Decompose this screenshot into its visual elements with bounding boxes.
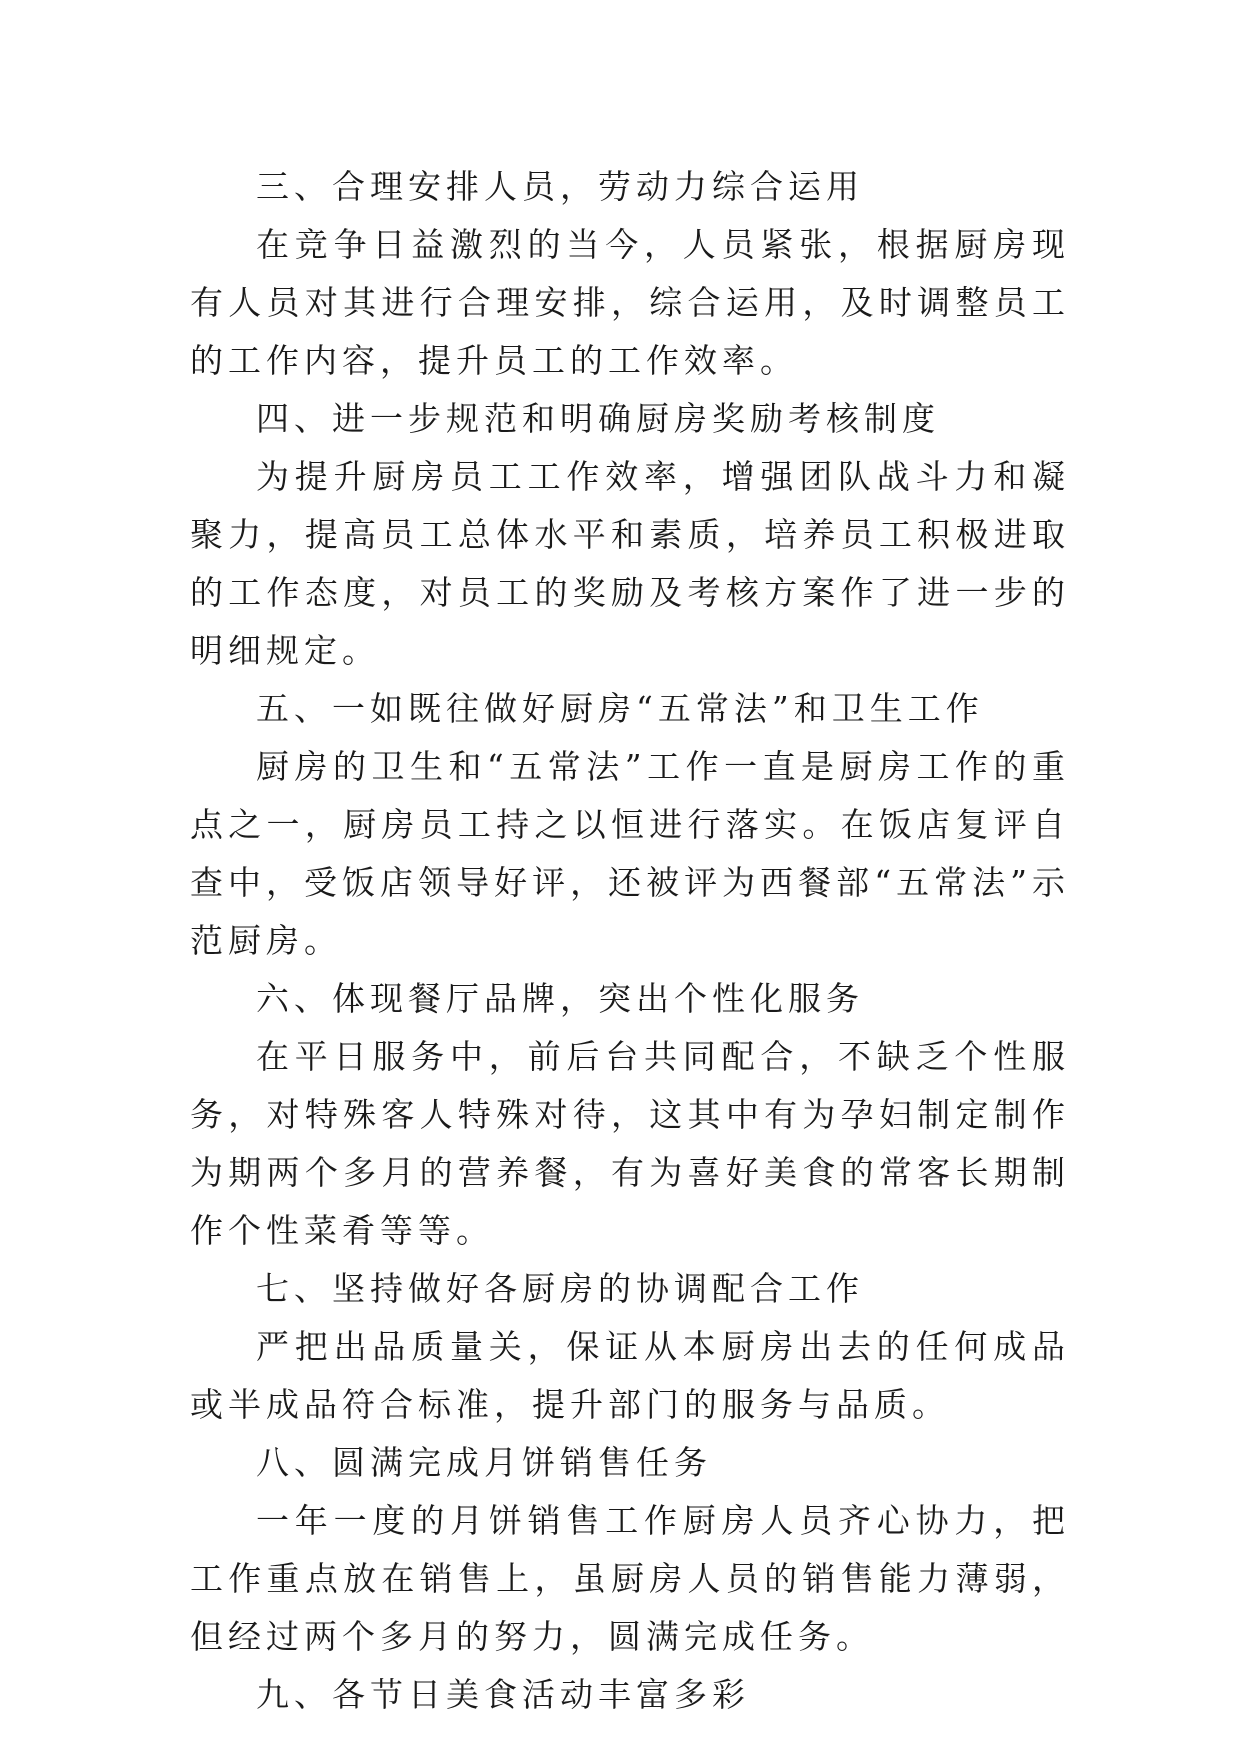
section-heading-9: 九、各节日美食活动丰富多彩 xyxy=(256,1675,750,1714)
section-heading-5: 五、一如既往做好厨房“五常法”和卫生工作 xyxy=(256,689,984,728)
section-heading-7: 七、坚持做好各厨房的协调配合工作 xyxy=(256,1269,864,1308)
section-heading-4: 四、进一步规范和明确厨房奖励考核制度 xyxy=(256,399,940,438)
section-heading-6: 六、体现餐厅品牌，突出个性化服务 xyxy=(256,979,864,1018)
paragraph: 厨房的卫生和“五常法”工作一直是厨房工作的重点之一，厨房员工持之以恒进行落实。在饭店复评自查中，受饭店领导好评，还被评为西餐部“五常法”示范厨房。 xyxy=(190,747,1070,960)
section-heading-8: 八、圆满完成月饼销售任务 xyxy=(256,1443,712,1482)
paragraph: 在平日服务中，前后台共同配合，不缺乏个性服务，对特殊客人特殊对待，这其中有为孕妇制定制作为期两个多月的营养餐，有为喜好美食的常客长期制作个性菜肴等等。 xyxy=(190,1037,1070,1250)
paragraph: 为提升厨房员工工作效率，增强团队战斗力和凝聚力，提高员工总体水平和素质，培养员工积极进取的工作态度，对员工的奖励及考核方案作了进一步的明细规定。 xyxy=(190,457,1070,670)
document-body xyxy=(190,158,1070,1724)
section-heading-3: 三、合理安排人员，劳动力综合运用 xyxy=(256,167,864,206)
paragraph: 一年一度的月饼销售工作厨房人员齐心协力，把工作重点放在销售上，虽厨房人员的销售能力薄弱，但经过两个多月的努力，圆满完成任务。 xyxy=(190,1501,1070,1656)
paragraph: 在竞争日益激烈的当今，人员紧张，根据厨房现有人员对其进行合理安排，综合运用，及时调整员工的工作内容，提升员工的工作效率。 xyxy=(190,225,1070,380)
paragraph: 严把出品质量关，保证从本厨房出去的任何成品或半成品符合标准，提升部门的服务与品质。 xyxy=(190,1327,1070,1424)
